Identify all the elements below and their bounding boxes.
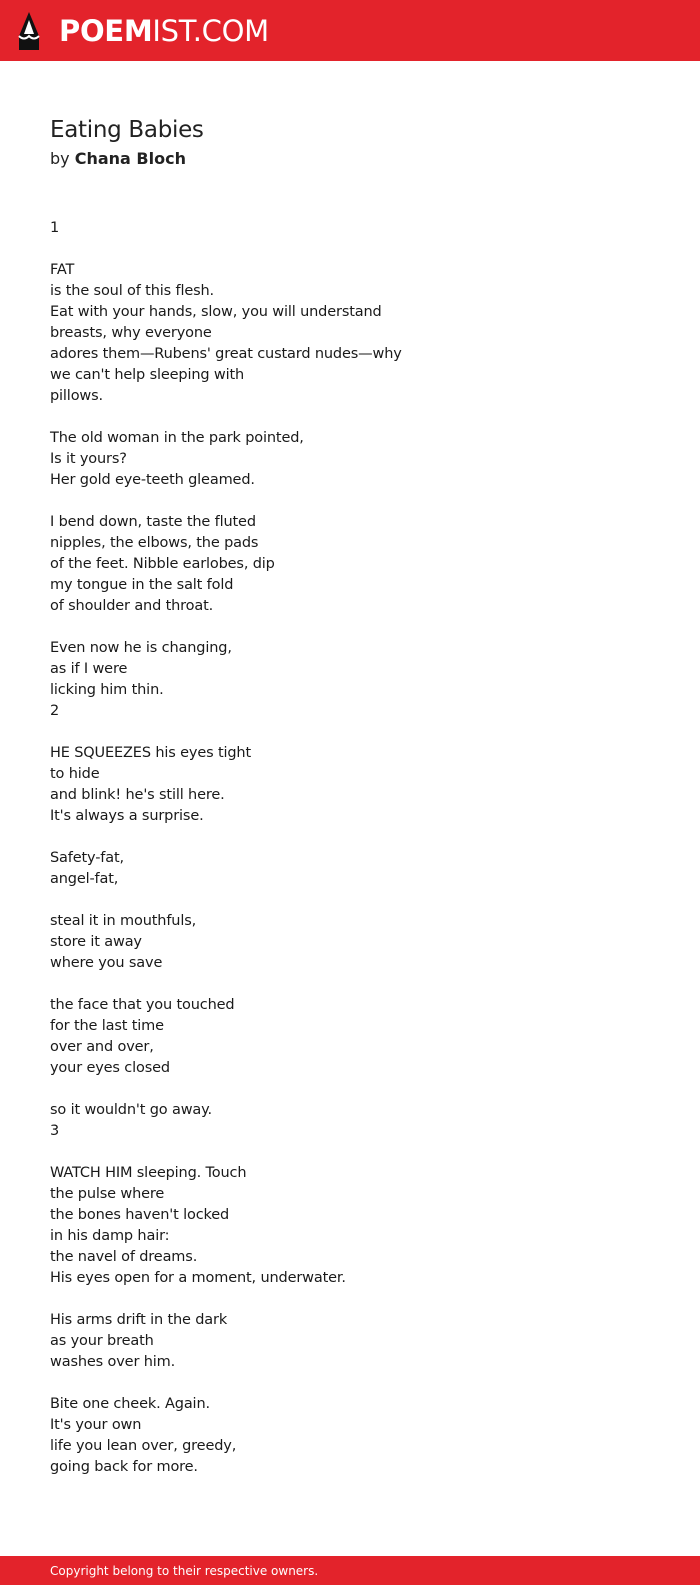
stanza-break: [50, 890, 650, 911]
poem-title: Eating Babies: [50, 117, 204, 143]
poem-line: HE SQUEEZES his eyes tight: [50, 745, 251, 761]
poem-line: Eat with your hands, slow, you will understand: [50, 304, 382, 320]
poem-line: going back for more.: [50, 1459, 198, 1475]
brand-name: [59, 9, 269, 53]
brand-bold: POEM: [59, 14, 153, 48]
stanza-break: [50, 491, 650, 512]
stanza-break: [50, 1373, 650, 1394]
poem-line: licking him thin.: [50, 682, 164, 698]
poem-line: His eyes open for a moment, underwater.: [50, 1270, 346, 1286]
poem-line: nipples, the elbows, the pads: [50, 535, 259, 551]
poem-line: Bite one cheek. Again.: [50, 1396, 210, 1412]
poem-line: Safety-fat,: [50, 850, 124, 866]
stanza-break: [50, 617, 650, 638]
poem-line: The old woman in the park pointed,: [50, 430, 304, 446]
poem-line: life you lean over, greedy,: [50, 1438, 237, 1454]
poem-line: my tongue in the salt fold: [50, 577, 234, 593]
poem-line: and blink! he's still here.: [50, 787, 225, 803]
poem-line: so it wouldn't go away.: [50, 1102, 212, 1118]
poem-line: the bones haven't locked: [50, 1207, 230, 1223]
brand-light: IST.COM: [152, 14, 269, 48]
poem-line: steal it in mouthfuls,: [50, 913, 197, 929]
author-link[interactable]: Chana Bloch: [74, 149, 186, 168]
stanza-break: [50, 722, 650, 743]
pencil-icon: [16, 10, 42, 52]
header-bar: [0, 0, 700, 61]
stanza-break: [50, 1079, 650, 1100]
poem-line: the pulse where: [50, 1186, 165, 1202]
poem-line: FAT: [50, 262, 75, 278]
poem-line: Her gold eye-teeth gleamed.: [50, 472, 255, 488]
poem-line: adores them—Rubens' great custard nudes—why: [50, 346, 402, 362]
poem-line: pillows.: [50, 388, 103, 404]
stanza-break: [50, 239, 650, 260]
poem-line: in his damp hair:: [50, 1228, 170, 1244]
poem-line: for the last time: [50, 1018, 164, 1034]
poem-line: I bend down, taste the fluted: [50, 514, 256, 530]
poem-line: washes over him.: [50, 1354, 176, 1370]
poem-line: It's your own: [50, 1417, 142, 1433]
site-logo-link[interactable]: [16, 9, 269, 53]
stanza-break: [50, 1289, 650, 1310]
poem-line: angel-fat,: [50, 871, 119, 887]
poem-line: where you save: [50, 955, 163, 971]
poem-body: [50, 218, 650, 1478]
poem-line: His arms drift in the dark: [50, 1312, 228, 1328]
poem-line: over and over,: [50, 1039, 154, 1055]
footer-bar: [0, 1556, 700, 1585]
poem-line: breasts, why everyone: [50, 325, 212, 341]
poem-line: your eyes closed: [50, 1060, 170, 1076]
poem-line: Even now he is changing,: [50, 640, 232, 656]
stanza-break: [50, 974, 650, 995]
poem-line: WATCH HIM sleeping. Touch: [50, 1165, 247, 1181]
poem-line: 3: [50, 1123, 60, 1139]
poem-line: the face that you touched: [50, 997, 235, 1013]
stanza-break: [50, 407, 650, 428]
poem-line: is the soul of this flesh.: [50, 283, 215, 299]
by-label: by: [50, 149, 70, 168]
poem-line: as your breath: [50, 1333, 154, 1349]
poem-line: of shoulder and throat.: [50, 598, 214, 614]
stanza-break: [50, 827, 650, 848]
poem-line: It's always a surprise.: [50, 808, 204, 824]
copyright-notice: Copyright belong to their respective owners.: [50, 1564, 319, 1578]
poem-line: we can't help sleeping with: [50, 367, 245, 383]
poem-line: of the feet. Nibble earlobes, dip: [50, 556, 275, 572]
poem-line: to hide: [50, 766, 100, 782]
stanza-break: [50, 1142, 650, 1163]
byline: [50, 147, 186, 171]
poem-line: store it away: [50, 934, 142, 950]
poem-line: the navel of dreams.: [50, 1249, 198, 1265]
poem-line: 1: [50, 220, 60, 236]
poem-line: 2: [50, 703, 60, 719]
poem-line: as if I were: [50, 661, 128, 677]
poem-line: Is it yours?: [50, 451, 127, 467]
